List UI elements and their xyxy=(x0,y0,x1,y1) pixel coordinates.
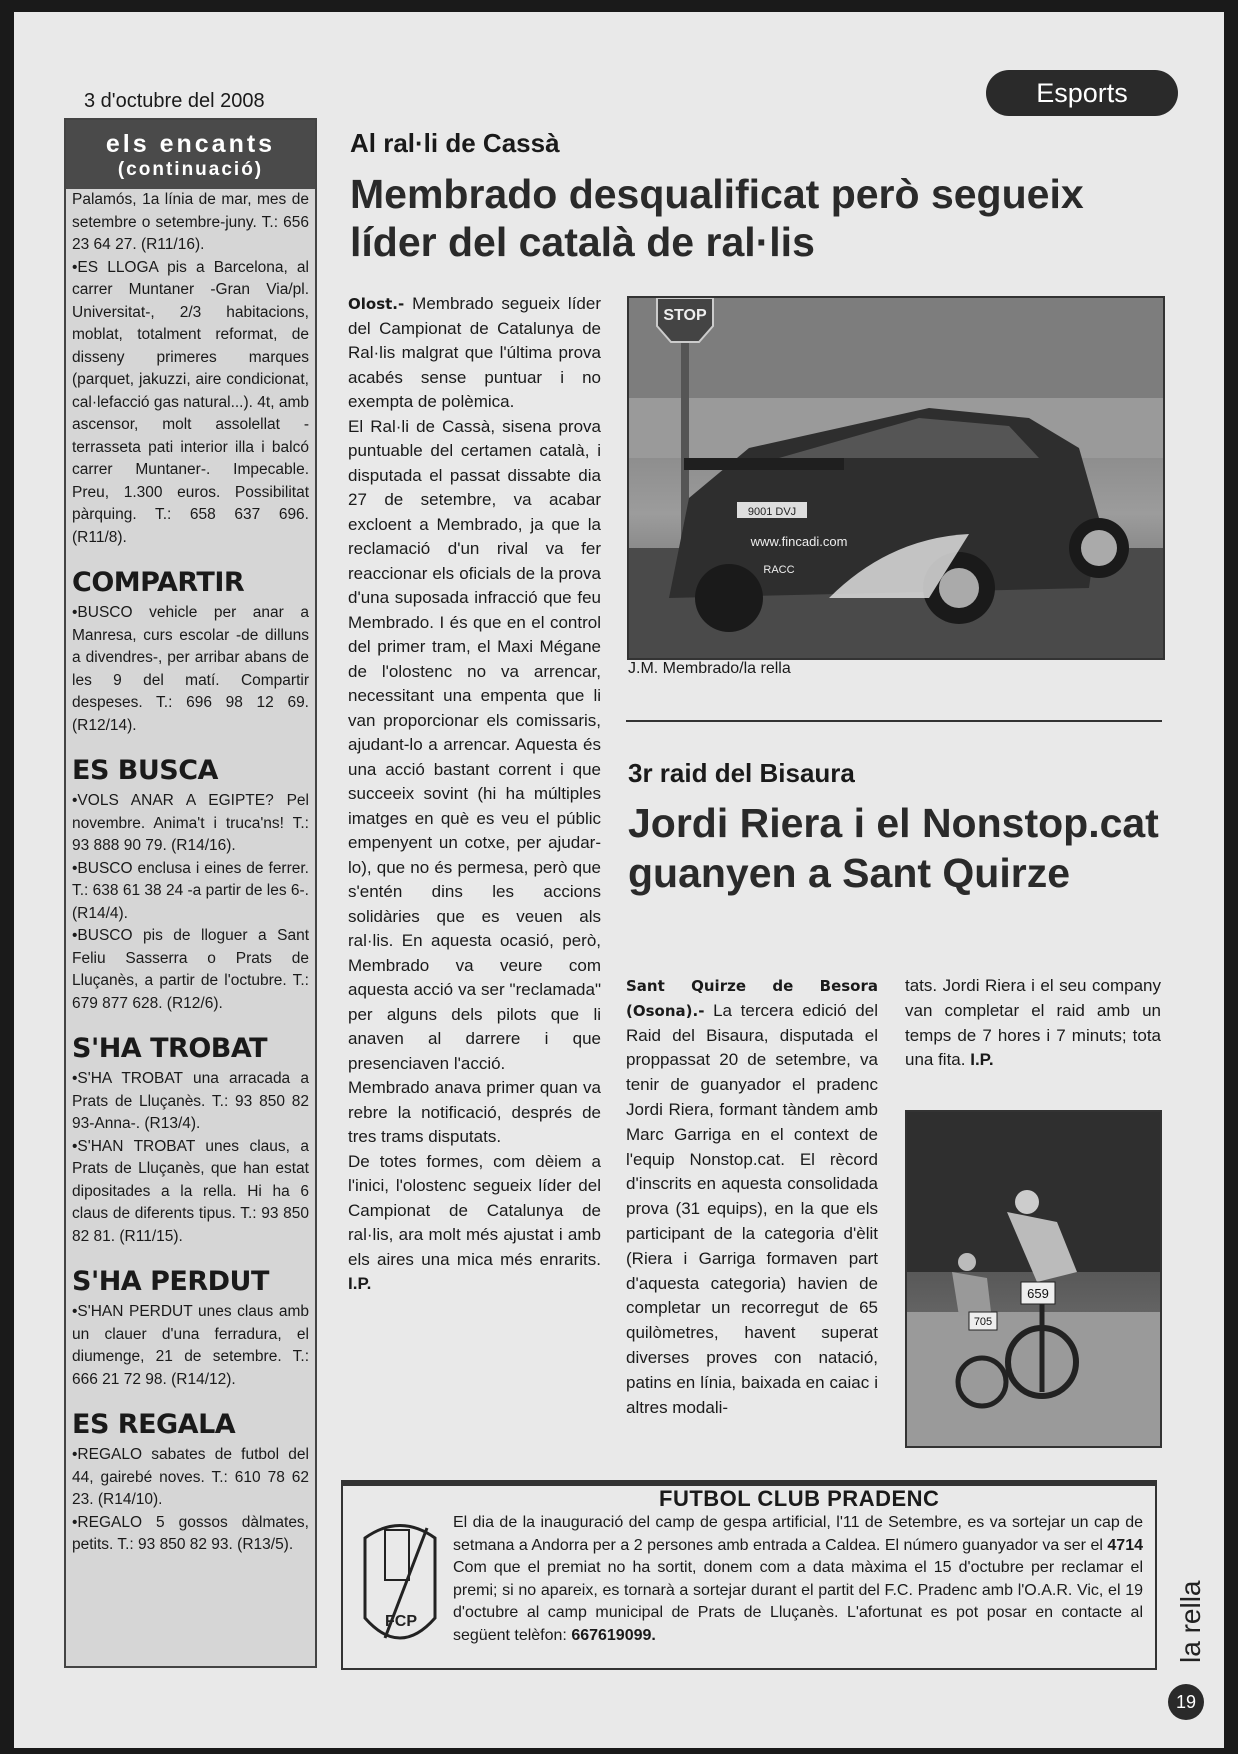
divider xyxy=(626,720,1162,722)
article2-signature: I.P. xyxy=(970,1050,994,1070)
article1-paragraph: De totes formes, com dèiem a l'inici, l'olostenc segueix líder del Campionat de Catalunya de ral·lis, ara molt més ajustat i amb els aires una mica més enrarits. xyxy=(348,1151,601,1269)
issue-date: 3 d'octubre del 2008 xyxy=(84,90,265,112)
article1-dateline: Olost.- xyxy=(348,295,405,313)
brand-label: la rella xyxy=(1175,1580,1206,1663)
cyclists-illustration xyxy=(907,1112,1160,1446)
article1-headline: Membrado desqualificat però segueix líder del català de ral·lis xyxy=(350,171,1084,265)
classified-item: •VOLS ANAR A EGIPTE? Pel novembre. Anima't i truca'ns! T.: 93 888 90 79. (R14/16). xyxy=(72,792,309,854)
page-number: 19 xyxy=(1168,1684,1204,1720)
article2-headline: Jordi Riera i el Nonstop.cat guanyen a Sant Quirze xyxy=(628,800,1159,896)
classified-item: •S'HA TROBAT una arracada a Prats de Lluçanès. T.: 93 850 82 93-Anna-. (R13/4). xyxy=(72,1070,309,1132)
article2-paragraph: La tercera edició del Raid del Bisaura, disputada el proppassat 20 de setembre, va tenir de guanyador el pradenc Jordi Riera, formant tàndem amb Marc Garriga en el context de l'equip Nonstop.cat. El rècord d'inscrits en aquesta consolidada prova (31 equips), en la que els participant de la categoria d'èlit (Riera i Garriga formaven part d'aquesta categoria) havien de completar un recorregut de 65 quilòmetres, havent superat diverses proves con natació, patins en línia, baixada en caiac i altres modali- xyxy=(626,1000,878,1417)
section-badge: Esports xyxy=(986,70,1178,116)
classified-item: •S'HAN PERDUT unes claus amb un clauer d'una ferradura, el diumenge, 21 de setembre. T.: 666 21 72 98. (R14/12). xyxy=(72,1303,309,1388)
classifieds-subtitle: (continuació) xyxy=(117,159,264,180)
classifieds-header xyxy=(66,120,315,189)
article1-paragraph: Membrado segueix líder del Campionat de Catalunya de Ral·lis malgrat que l'última prova acabés sense puntuar i no exempta de polèmica. xyxy=(348,294,601,411)
classified-item: Palamós, 1a línia de mar, mes de setembre o setembre-juny. T.: 656 23 64 27. (R11/16). xyxy=(72,191,309,253)
contact-phone: 667619099 xyxy=(571,1626,652,1644)
classified-item: •BUSCO enclusa i eines de ferrer. T.: 638 61 38 24 -a partir de les 6-. (R14/4). xyxy=(72,859,309,922)
fc-pradenc-crest-icon xyxy=(355,1508,445,1658)
futbol-club-notice xyxy=(341,1484,1157,1670)
article2-dateline: Sant Quirze de Besora (Osona).- xyxy=(626,977,878,1020)
classifieds-title: els encants xyxy=(105,130,276,158)
classified-item: •BUSCO pis de lloguer a Sant Feliu Sasserra o Prats de Lluçanès, a partir de l'octubre. T.: 679 877 628. (R12/6). xyxy=(72,927,309,1012)
classified-heading-regala: ES REGALA xyxy=(72,1409,236,1440)
classified-item: •BUSCO vehicle per anar a Manresa, curs escolar -de dilluns a divendres-, per arribar abans de les 9 del matí. Compartir despeses. T.: 696 98 12 69. (R12/14). xyxy=(72,604,309,734)
bib-number: 659 xyxy=(1027,1286,1049,1301)
classified-heading-compartir: COMPARTIR xyxy=(72,567,245,598)
bib-number: 705 xyxy=(973,1316,993,1328)
article1-body xyxy=(348,292,601,1297)
classifieds-column xyxy=(64,118,317,1668)
article1-paragraph: Membrado anava primer quan va rebre la notificació, després de tres trams disputats. xyxy=(348,1078,601,1146)
winning-number: 4714 xyxy=(1107,1536,1143,1554)
article1-kicker: Al ral·li de Cassà xyxy=(350,128,560,158)
classified-item: •S'HAN TROBAT unes claus, a Prats de Lluçanès, que han estat dipositades a la rella. Hi ha 6 claus de diferents tipus. T.: 93 850 82 81. (R11/15). xyxy=(72,1137,309,1245)
notice-top-rule xyxy=(341,1480,1157,1484)
car-website: www.fincadi.com xyxy=(750,534,848,549)
crest-letters: FCP xyxy=(385,1613,417,1630)
cyclists-photo xyxy=(905,1110,1162,1448)
photo-caption: J.M. Membrado/la rella xyxy=(628,660,791,677)
article2-kicker: 3r raid del Bisaura xyxy=(628,758,855,788)
classified-heading-perdut: S'HA PERDUT xyxy=(72,1266,269,1297)
notice-body: El dia de la inauguració del camp de gespa artificial, l'11 de Setembre, es va sortejar un cap de setmana a Andorra per a 2 persones amb entrada a Caldea. El número guanyador va ser el 4714 Com que el premiat no ha sortit, donem com a data màxima el 15 d'octubre per reclamar el premi; si no apareix, es tornarà a sortejar durant el partit del F.C. Pradenc amb l'O.A.R. Vic, el 19 d'octubre al camp municipal de Prats de Lluçanès. L'afortunat es pot posar en contacte al següent telèfon: 667619099. xyxy=(453,1514,1143,1644)
article2-body xyxy=(626,974,878,1420)
article2-paragraph: tats. Jordi Riera i el seu company van completar el raid amb un temps de 7 hores i 7 minuts; tota una fita. xyxy=(905,976,1161,1070)
rally-car-photo xyxy=(627,296,1165,660)
article1-paragraph: El Ral·li de Cassà, sisena prova puntuable del certamen català, i disputada el passat dissabte dia 27 de setembre, va acabar excloent a Membrado, ja que la reclamació d'un rival va fer reaccionar els oficials de la prova d'una suposada infracció que feu Membrado. I és que en el control del primer tram, el Maxi Mégane de l'olostenc no va arrencar, necessitant una empenta que li van proporcionar els comissaris, ajudant-lo a arrencar. Aquesta és una acció bastant corrent i que succeeix sovint (hi ha múltiples imatges en què es veu el públic empenyent un cotxe, per ajudar-lo), que no és permesa, però que s'entén dins les accions solidàries que es veuen als ral·lis. En aquesta ocasió, però, Membrado va veure com aquesta acció va ser "reclamada" per alguns dels pilots que li anaven al darrere i que presenciaven l'acció. xyxy=(348,416,601,1073)
notice-title: FUTBOL CLUB PRADENC xyxy=(659,1486,940,1511)
car-sponsor: RACC xyxy=(763,564,795,576)
rally-car-illustration xyxy=(629,298,1163,658)
article2-body-continued xyxy=(905,974,1161,1073)
classified-item: •REGALO 5 gossos dàlmates, petits. T.: 93 850 82 93. (R13/5). xyxy=(72,1513,309,1553)
classified-item: •ES LLOGA pis a Barcelona, al carrer Muntaner -Gran Via/pl. Universitat-, 2/3 habitacions, moblat, totalment reformat, de disseny primeres marques (parquet, jakuzzi, aire condicionat, cal·lefacció gas natural...). 4t, amb ascensor, molt assolellat - terrasseta pati interior illa i balcó carrer Muntaner-. Impecable. Preu, 1.300 euros. Possibilitat pàrquing. T.: 658 637 696. (R11/8). xyxy=(72,258,309,546)
classified-heading-trobat: S'HA TROBAT xyxy=(72,1033,268,1064)
car-plate: 9001 DVJ xyxy=(747,506,797,518)
stop-sign-text: STOP xyxy=(663,307,707,324)
classified-heading-busca: ES BUSCA xyxy=(72,755,218,786)
classified-item: •REGALO sabates de futbol del 44, gairebé noves. T.: 610 78 62 23. (R14/10). xyxy=(72,1446,309,1508)
brand-vertical xyxy=(1170,1548,1210,1668)
article1-signature: I.P. xyxy=(348,1274,372,1293)
